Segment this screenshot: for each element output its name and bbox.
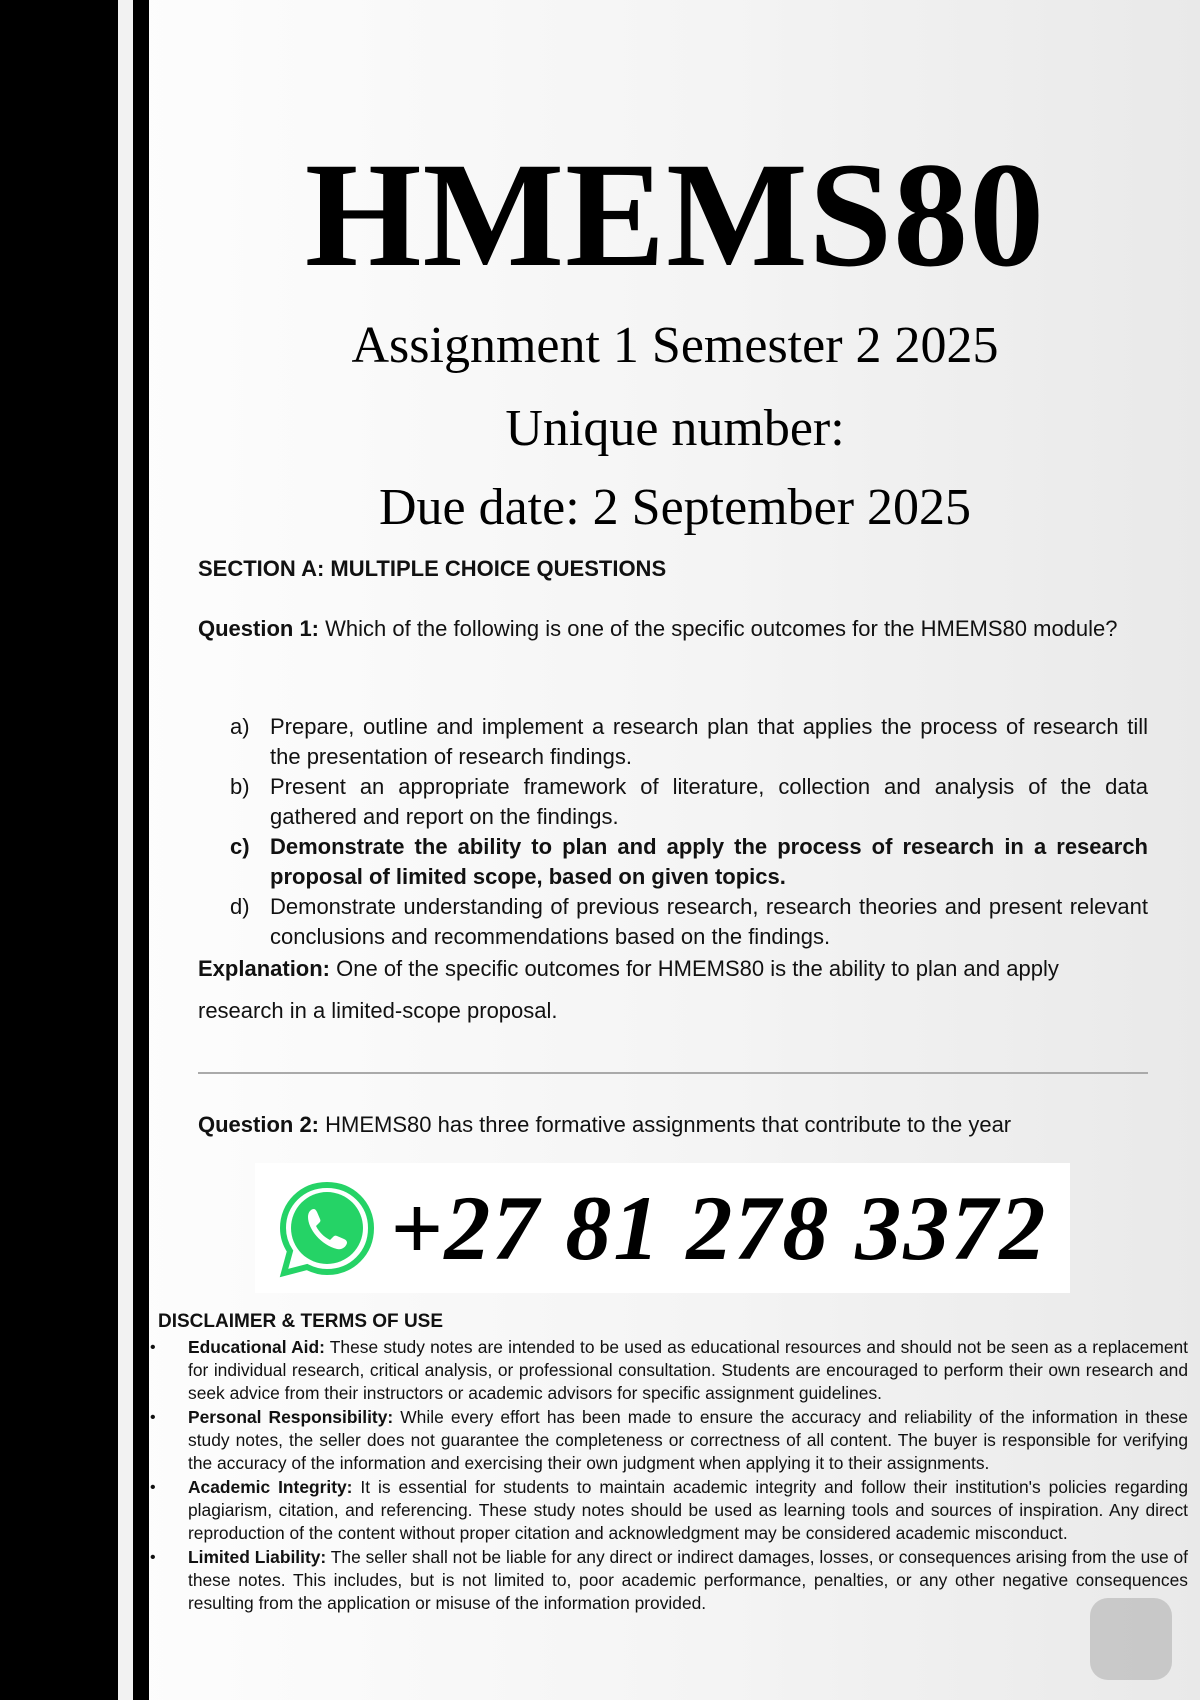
option-letter: b) [230, 774, 250, 799]
horizontal-divider [198, 1072, 1148, 1074]
question-1-explanation [198, 948, 1148, 1032]
explanation-text: One of the specific outcomes for HMEMS80 is the ability to plan and apply research in a limited-scope proposal. [198, 956, 1059, 1023]
phone-number: +27 81 278 3372 [390, 1177, 1048, 1279]
left-thin-bar [133, 0, 149, 1700]
question-1-label: Question 1: [198, 616, 320, 641]
option-letter: c) [230, 834, 250, 859]
disclaimer-text: While every effort has been made to ensure the accuracy and reliability of the information in these study notes, the seller does not guarantee the completeness or correctness of all content. The buyer is responsible for verifying the accuracy of the information and exercising their own judgment when applying it to their assignments. [188, 1407, 1188, 1473]
option-c-correct [230, 832, 1148, 892]
option-b [230, 772, 1148, 832]
explanation-label: Explanation: [198, 956, 331, 981]
option-text: Prepare, outline and implement a research plan that applies the process of research till the presentation of research findings. [270, 714, 1148, 769]
option-letter: a) [230, 714, 250, 739]
option-text: Demonstrate understanding of previous research, research theories and present relevant conclusions and recommendations based on the findings. [270, 894, 1148, 949]
question-1 [198, 608, 1148, 650]
section-heading: SECTION A: MULTIPLE CHOICE QUESTIONS [198, 556, 667, 581]
disclaimer-heading: DISCLAIMER & TERMS OF USE [158, 1311, 444, 1332]
unique-number-label: Unique number: [505, 400, 845, 457]
disclaimer-term: Academic Integrity: [188, 1477, 353, 1497]
disclaimer-item-educational-aid [150, 1336, 1188, 1405]
overlay-button[interactable] [1090, 1598, 1172, 1680]
option-d [230, 892, 1148, 952]
bullet: • [150, 1479, 156, 1496]
question-2 [198, 1108, 1148, 1142]
disclaimer-text: These study notes are intended to be used as educational resources and should not be seen as a replacement for individual research, critical analysis, or professional consultation. Students are encouraged to perform their own research and seek advice from their instructors or academic advisors for specific assignment guidelines. [188, 1337, 1188, 1403]
disclaimer-list [150, 1336, 1188, 1616]
disclaimer-text: It is essential for students to maintain academic integrity and follow their institution's policies regarding plagiarism, citation, and referencing. These study notes should be used as learning tools and sources of inspiration. Any direct reproduction of the content without proper citation and acknowledgment may be considered academic misconduct. [188, 1477, 1188, 1543]
question-1-options [230, 712, 1148, 952]
bullet: • [150, 1339, 156, 1356]
option-text: Present an appropriate framework of literature, collection and analysis of the data gathered and report on the findings. [270, 774, 1148, 829]
disclaimer-term: Personal Responsibility: [188, 1407, 394, 1427]
disclaimer-item-academic-integrity [150, 1476, 1188, 1545]
disclaimer-text: The seller shall not be liable for any direct or indirect damages, losses, or consequences arising from the use of these notes. This includes, but is not limited to, poor academic performance, penalties, or any other negative consequences resulting from the application or misuse of the information provided. [188, 1547, 1189, 1613]
disclaimer-item-personal-responsibility [150, 1406, 1188, 1475]
question-2-text: HMEMS80 has three formative assignments that contribute to the year [319, 1112, 1012, 1137]
disclaimer-item-limited-liability [150, 1546, 1188, 1615]
question-1-text: Which of the following is one of the specific outcomes for the HMEMS80 module? [319, 616, 1118, 641]
disclaimer-term: Educational Aid: [188, 1337, 325, 1357]
bullet: • [150, 1409, 156, 1426]
question-2-label: Question 2: [198, 1112, 320, 1137]
disclaimer-term: Limited Liability: [188, 1547, 327, 1567]
document-title: HMEMS80 [304, 132, 1046, 298]
left-black-bar [0, 0, 118, 1700]
option-letter: d) [230, 894, 250, 919]
due-date: Due date: 2 September 2025 [378, 479, 972, 536]
whatsapp-icon [277, 1179, 377, 1279]
bullet: • [150, 1549, 156, 1566]
contact-banner [255, 1163, 1070, 1293]
assignment-subtitle: Assignment 1 Semester 2 2025 [351, 317, 999, 374]
option-text: Demonstrate the ability to plan and apply the process of research in a research proposal of limited scope, based on given topics. [270, 834, 1148, 889]
left-bar-gap [118, 0, 133, 1700]
option-a [230, 712, 1148, 772]
